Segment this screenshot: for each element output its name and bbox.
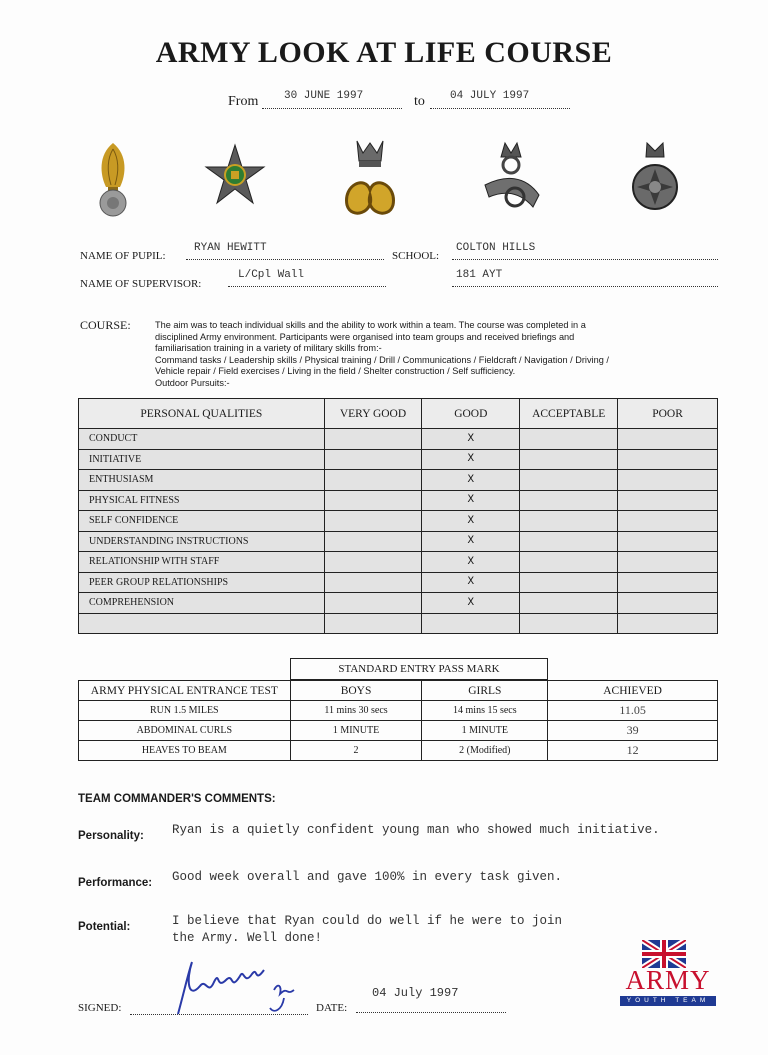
table-header-row bbox=[79, 681, 718, 701]
mark-cell bbox=[520, 593, 618, 614]
performance-label: Performance: bbox=[78, 877, 153, 889]
logo-word: ARMY bbox=[625, 965, 711, 995]
header-cell: ARMY PHYSICAL ENTRANCE TEST bbox=[79, 681, 291, 701]
test-name: ABDOMINAL CURLS bbox=[79, 721, 291, 741]
table-row bbox=[79, 429, 718, 450]
mark-cell bbox=[520, 449, 618, 470]
header-cell: BOYS bbox=[290, 681, 422, 701]
boys-cell: 2 bbox=[290, 741, 422, 761]
supervisor-label: NAME OF SUPERVISOR: bbox=[80, 278, 202, 290]
header-cell: GIRLS bbox=[422, 681, 548, 701]
mark-cell bbox=[324, 572, 422, 593]
table-row bbox=[79, 470, 718, 491]
table-row bbox=[79, 572, 718, 593]
mark-cell bbox=[520, 552, 618, 573]
girls-cell: 2 (Modified) bbox=[422, 741, 548, 761]
grenade-badge-icon bbox=[78, 135, 148, 225]
header-cell: PERSONAL QUALITIES bbox=[79, 399, 325, 429]
mark-cell bbox=[618, 531, 718, 552]
mark-cell bbox=[324, 531, 422, 552]
school-value: COLTON HILLS bbox=[456, 242, 536, 254]
course-line: The aim was to teach individual skills and the ability to work within a team. The course was completed in a bbox=[155, 320, 586, 330]
army-youth-team-logo bbox=[618, 940, 718, 1010]
table-row bbox=[79, 741, 718, 761]
to-label: to bbox=[414, 94, 425, 109]
mark-cell bbox=[520, 470, 618, 491]
from-value: 30 JUNE 1997 bbox=[284, 90, 364, 102]
header-cell: ACCEPTABLE bbox=[520, 399, 618, 429]
to-field bbox=[430, 92, 570, 109]
mark-cell bbox=[324, 511, 422, 532]
mark-cell bbox=[324, 429, 422, 450]
physical-test-table bbox=[78, 680, 718, 761]
achieved-cell: 39 bbox=[548, 721, 718, 741]
mark-cell bbox=[618, 449, 718, 470]
mark-cell bbox=[324, 552, 422, 573]
mark-cell bbox=[324, 449, 422, 470]
mark-cell bbox=[324, 593, 422, 614]
unit-field bbox=[452, 270, 718, 287]
girls-cell: 14 mins 15 secs bbox=[422, 701, 548, 721]
mark-cell bbox=[618, 613, 718, 634]
quality-name: UNDERSTANDING INSTRUCTIONS bbox=[79, 531, 325, 552]
mark-cell bbox=[520, 511, 618, 532]
from-field bbox=[262, 92, 402, 109]
header-cell: VERY GOOD bbox=[324, 399, 422, 429]
mark-cell bbox=[618, 470, 718, 491]
quality-name bbox=[79, 613, 325, 634]
course-line: Vehicle repair / Field exercises / Living in the field / Shelter construction / Self sufficiency. bbox=[155, 366, 516, 376]
mark-cell bbox=[324, 470, 422, 491]
mark-cell bbox=[520, 429, 618, 450]
header-cell: ACHIEVED bbox=[548, 681, 718, 701]
mark-cell bbox=[520, 531, 618, 552]
personal-qualities-table bbox=[78, 398, 718, 634]
mark-cell bbox=[618, 429, 718, 450]
school-field bbox=[452, 243, 718, 260]
performance-comment: Good week overall and gave 100% in every task given. bbox=[172, 870, 563, 884]
girls-cell: 1 MINUTE bbox=[422, 721, 548, 741]
pupil-name-value: RYAN HEWITT bbox=[194, 242, 267, 254]
mark-cell bbox=[324, 490, 422, 511]
mark-cell bbox=[618, 552, 718, 573]
header-cell: GOOD bbox=[422, 399, 520, 429]
course-line: familiarisation training in a variety of military skills from:- bbox=[155, 343, 382, 353]
personality-label: Personality: bbox=[78, 830, 144, 842]
course-line: disciplined Army environment. Participants were organised into team groups and received briefings and bbox=[155, 331, 575, 342]
mark-cell bbox=[618, 490, 718, 511]
course-line: Outdoor Pursuits:- bbox=[155, 377, 230, 388]
school-label: SCHOOL: bbox=[392, 250, 440, 262]
date-label: DATE: bbox=[316, 1002, 348, 1014]
mark-cell: X bbox=[422, 429, 520, 450]
mark-cell bbox=[520, 572, 618, 593]
supervisor-field bbox=[228, 270, 386, 287]
quality-name: SELF CONFIDENCE bbox=[79, 511, 325, 532]
supervisor-value: L/Cpl Wall bbox=[238, 269, 305, 281]
unit-value: 181 AYT bbox=[456, 269, 503, 281]
boys-cell: 1 MINUTE bbox=[290, 721, 422, 741]
mark-cell: X bbox=[422, 572, 520, 593]
page-title: ARMY LOOK AT LIFE COURSE bbox=[155, 36, 613, 69]
table-row bbox=[79, 531, 718, 552]
table-row bbox=[79, 613, 718, 634]
mark-cell bbox=[422, 613, 520, 634]
date-field bbox=[356, 986, 506, 1013]
signature-image bbox=[170, 952, 310, 1022]
table-row bbox=[79, 721, 718, 741]
mark-cell: X bbox=[422, 470, 520, 491]
logo-subtitle: YOUTH TEAM bbox=[620, 996, 716, 1006]
mark-cell bbox=[618, 511, 718, 532]
mark-cell bbox=[520, 490, 618, 511]
standard-pass-label: STANDARD ENTRY PASS MARK bbox=[291, 659, 548, 680]
mark-cell bbox=[618, 593, 718, 614]
bugle-badge-icon bbox=[475, 135, 545, 225]
table-row bbox=[79, 449, 718, 470]
star-badge-icon bbox=[200, 135, 270, 225]
quality-name: CONDUCT bbox=[79, 429, 325, 450]
quality-name: INITIATIVE bbox=[79, 449, 325, 470]
mark-cell bbox=[520, 613, 618, 634]
to-value: 04 JULY 1997 bbox=[450, 90, 530, 102]
knot-badge-icon bbox=[335, 135, 405, 225]
quality-name: COMPREHENSION bbox=[79, 593, 325, 614]
quality-name: PHYSICAL FITNESS bbox=[79, 490, 325, 511]
test-name: RUN 1.5 MILES bbox=[79, 701, 291, 721]
date-value: 04 July 1997 bbox=[372, 986, 459, 1000]
union-flag-icon bbox=[642, 940, 686, 968]
mark-cell: X bbox=[422, 593, 520, 614]
mark-cell: X bbox=[422, 511, 520, 532]
header-cell: POOR bbox=[618, 399, 718, 429]
pupil-name-field bbox=[186, 243, 384, 260]
quality-name: RELATIONSHIP WITH STAFF bbox=[79, 552, 325, 573]
mark-cell: X bbox=[422, 531, 520, 552]
test-name: HEAVES TO BEAM bbox=[79, 741, 291, 761]
course-line: Command tasks / Leadership skills / Physical training / Drill / Communications / Fieldcraft / Navigation / Driving / bbox=[155, 354, 609, 365]
achieved-cell: 11.05 bbox=[548, 701, 718, 721]
table-row bbox=[79, 701, 718, 721]
quality-name: ENTHUSIASM bbox=[79, 470, 325, 491]
table-row bbox=[79, 490, 718, 511]
quality-name: PEER GROUP RELATIONSHIPS bbox=[79, 572, 325, 593]
mark-cell bbox=[618, 572, 718, 593]
mark-cell: X bbox=[422, 449, 520, 470]
cross-badge-icon bbox=[620, 135, 690, 225]
pupil-name-label: NAME OF PUPIL: bbox=[80, 250, 166, 262]
standard-pass-header bbox=[290, 658, 548, 680]
signed-label: SIGNED: bbox=[78, 1002, 122, 1014]
boys-cell: 11 mins 30 secs bbox=[290, 701, 422, 721]
course-label: COURSE: bbox=[80, 318, 131, 332]
potential-comment-line-2: the Army. Well done! bbox=[172, 931, 323, 945]
table-row bbox=[79, 593, 718, 614]
potential-comment-line-1: I believe that Ryan could do well if he were to join bbox=[172, 914, 563, 928]
course-description bbox=[155, 320, 715, 389]
mark-cell: X bbox=[422, 552, 520, 573]
mark-cell: X bbox=[422, 490, 520, 511]
comments-heading: TEAM COMMANDER'S COMMENTS: bbox=[78, 793, 276, 805]
table-row bbox=[79, 552, 718, 573]
mark-cell bbox=[324, 613, 422, 634]
from-label: From bbox=[228, 94, 259, 109]
personality-comment: Ryan is a quietly confident young man who showed much initiative. bbox=[172, 823, 660, 837]
achieved-cell: 12 bbox=[548, 741, 718, 761]
table-header-row bbox=[79, 399, 718, 429]
table-row bbox=[79, 511, 718, 532]
potential-label: Potential: bbox=[78, 921, 131, 933]
